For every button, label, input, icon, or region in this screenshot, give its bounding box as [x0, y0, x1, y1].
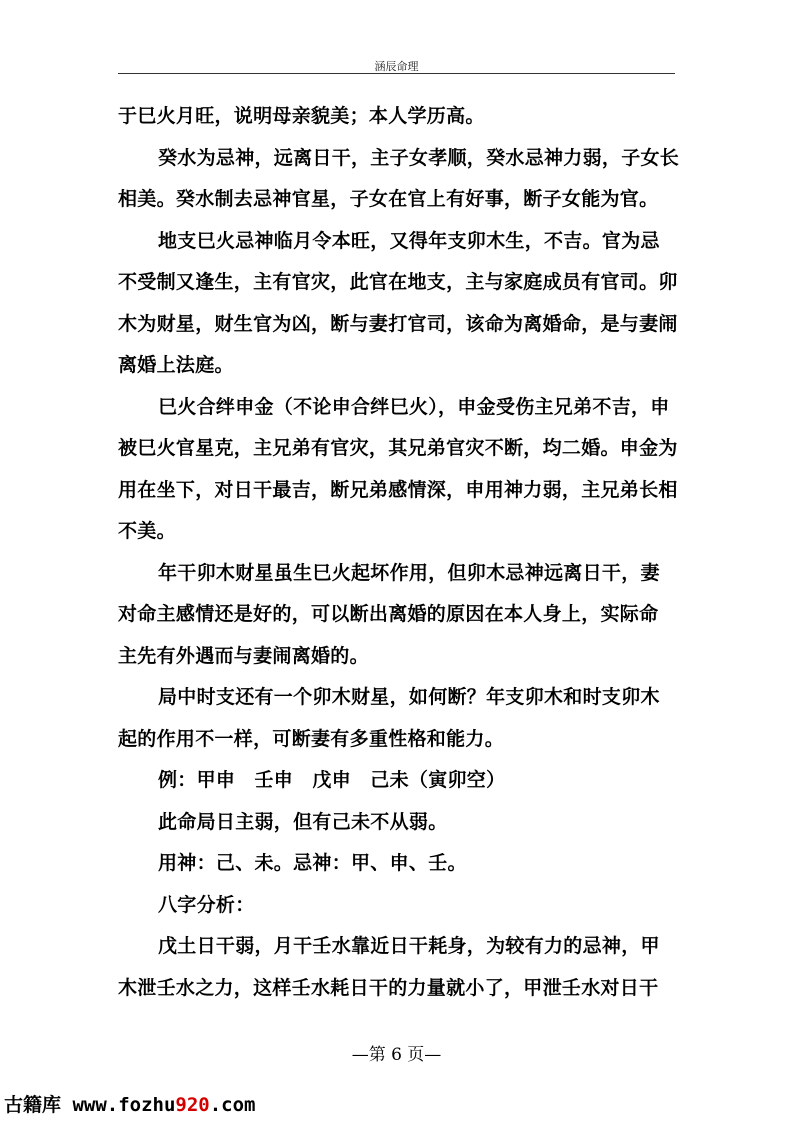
- text-line: 离婚上法庭。: [118, 354, 234, 376]
- site-watermark: [4, 1090, 256, 1117]
- text-line: 地支巳火忌神临月令本旺，又得年支卯木生，不吉。官为忌: [158, 229, 660, 252]
- text-line: 巳火合绊申金（不论申合绊巳火），申金受伤主兄弟不吉，申: [158, 395, 670, 418]
- text-line: 起的作用不一样，可断妻有多重性格和能力。: [118, 727, 505, 750]
- watermark-url-prefix: www.fozhu: [61, 1094, 176, 1116]
- text-line: 对命主感情还是好的，可以断出离婚的原因在本人身上，实际命: [118, 603, 659, 625]
- text-line: 例：甲申 壬申 戊申 己未（寅卯空）: [158, 769, 506, 791]
- text-line: 不美。: [118, 520, 176, 542]
- text-line: 相美。癸水制去忌神官星，子女在官上有好事，断子女能为官。: [118, 188, 659, 210]
- watermark-url-suffix: .com: [209, 1094, 256, 1116]
- text-line: 木为财星，财生官为凶，断与妻打官司，该命为离婚命，是与妻闹: [118, 312, 678, 335]
- text-line: 癸水为忌神，远离日干，主子女孝顺，癸水忌神力弱，子女长: [158, 146, 680, 169]
- watermark-url-number: 920: [175, 1094, 210, 1116]
- text-line: 八字分析：: [158, 893, 255, 916]
- page-header: 涵辰命理: [374, 60, 419, 73]
- page-number: —第 6 页—: [351, 1045, 442, 1065]
- text-line: 局中时支还有一个卯木财星，如何断？年支卯木和时支卯木: [158, 686, 660, 708]
- text-line: 戊土日干弱，月干壬水靠近日干耗身，为较有力的忌神，甲: [158, 935, 660, 957]
- document-body: [118, 96, 678, 1009]
- text-line: 主先有外遇而与妻闹离婚的。: [118, 644, 369, 667]
- watermark-site-name: 古籍库: [4, 1094, 62, 1116]
- text-line: 此命局日主弱，但有己未不从弱。: [158, 810, 448, 833]
- text-line: 木泄壬水之力，这样壬水耗日干的力量就小了，甲泄壬水对日干: [118, 976, 659, 999]
- text-line: 于巳火月旺，说明母亲貌美；本人学历高。: [118, 105, 485, 127]
- text-line: 被巳火官星克，主兄弟有官灾，其兄弟官灾不断，均二婚。申金为: [118, 437, 678, 459]
- text-line: 用神：己、未。忌神：甲、申、壬。: [158, 852, 467, 874]
- header-rule: [118, 73, 675, 74]
- text-line: 用在坐下，对日干最吉，断兄弟感情深，申用神力弱，主兄弟长相: [118, 478, 678, 501]
- text-line: 不受制又逢生，主有官灾，此官在地支，主与家庭成员有官司。卯: [118, 271, 678, 293]
- text-line: 年干卯木财星虽生巳火起坏作用，但卯木忌神远离日干，妻: [158, 561, 660, 584]
